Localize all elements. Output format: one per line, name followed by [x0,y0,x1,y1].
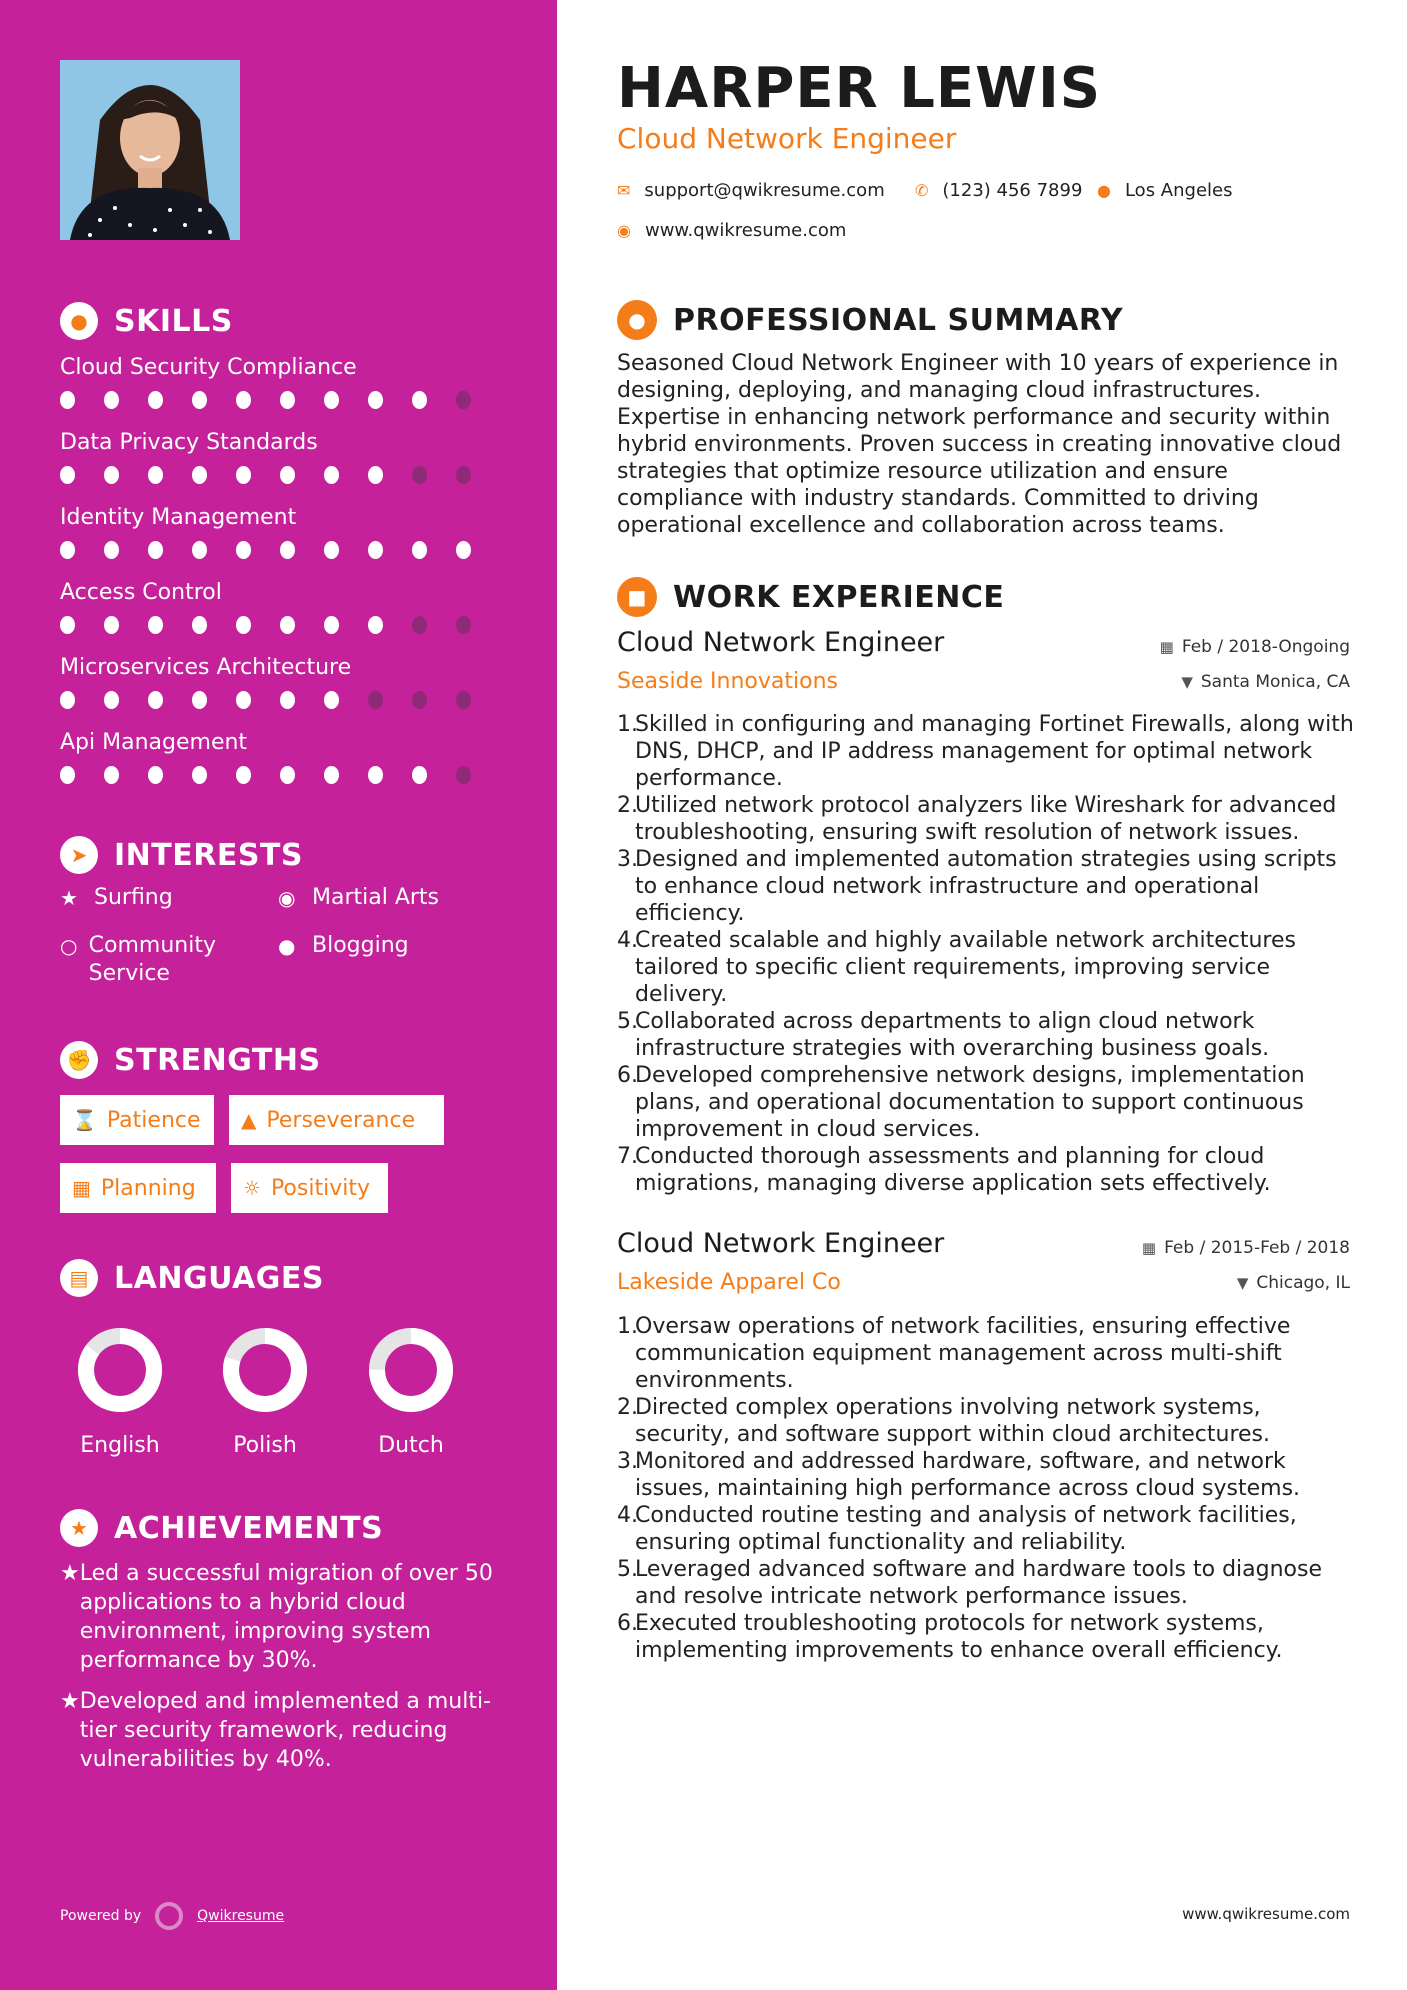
rating-dot [104,391,119,409]
phone-icon: ✆ [915,181,929,200]
rating-dot [456,391,471,409]
rating-dot [60,616,75,634]
skill-item [60,351,500,409]
hand-icon: ○ [60,934,78,958]
rating-dot [148,691,163,709]
job-title: Cloud Network Engineer [617,627,945,658]
job-bullet: 6. Executed troubleshooting protocols for network systems, implementing improvements to enhance overall efficiency. [617,1611,1283,1663]
skill-name: Identity Management [60,505,297,530]
rating-dot [368,766,383,784]
rating-dot [280,541,295,559]
rating-dot [236,391,251,409]
job-bullet: 4. Conducted routine testing and analysis of network facilities, ensuring optimal functionality and reliability. [617,1503,1297,1555]
strength-badge: ▲ Perseverance [229,1095,444,1145]
summary-heading: ● PROFESSIONAL SUMMARY [617,300,1123,340]
job-bullet: 3. Monitored and addressed hardware, software, and network issues, maintaining high performance across cloud systems. [617,1449,1301,1501]
rating-dot [60,766,75,784]
rating-dot [280,616,295,634]
language-donut [60,1325,180,1415]
skill-rating [60,766,500,784]
rating-dot [280,466,295,484]
job-bullet: 6. Developed comprehensive network designs, implementation plans, and operational documentation to support continuous improvement in cloud services. [617,1063,1305,1142]
rating-dot [280,766,295,784]
rating-dot [236,541,251,559]
job-bullet: 7. Conducted thorough assessments and planning for cloud migrations, managing diverse application sets effectively. [617,1144,1271,1196]
rating-dot [104,616,119,634]
skill-item [60,426,500,484]
rating-dot [324,466,339,484]
skill-name: Api Management [60,730,248,755]
rating-dot [368,541,383,559]
summary-text: Seasoned Cloud Network Engineer with 10 years of experience in designing, deploying, and managing cloud infrastructures. Expertise in enhancing network performance and security within hybrid environments. Proven success in creating innovative cloud strategies that optimize resource utilization and ensure compliance with industry standards. Committed to driving operational excellence and collaboration across teams. [617,351,1342,538]
rating-dot [192,541,207,559]
strength-badge: ▦ Planning [60,1163,216,1213]
experience-heading: ■ WORK EXPERIENCE [617,577,1004,617]
skills-heading: ● SKILLS [60,302,233,340]
qwikresume-logo-icon [155,1902,183,1930]
powered-by: Powered by Qwikresume [60,1902,284,1930]
skill-name: Microservices Architecture [60,655,352,680]
rating-dot [192,766,207,784]
map-marker-icon: ● [1097,181,1111,200]
language-name: Polish [233,1433,297,1458]
rating-dot [192,391,207,409]
language-donut [205,1325,325,1415]
skill-rating [60,691,500,709]
language-name: English [80,1433,160,1458]
strengths-heading: ✊ STRENGTHS [60,1041,321,1079]
rating-dot [412,466,427,484]
achievements-heading: ★ ACHIEVEMENTS [60,1509,383,1547]
main-content [557,0,1407,1990]
rating-dot [456,541,471,559]
interest-item: ● Blogging [278,933,409,958]
rating-dot [148,541,163,559]
job-bullets [617,711,1357,1197]
contact-email[interactable]: ✉ support@qwikresume.com [617,180,885,201]
rating-dot [236,466,251,484]
job-bullet: 2. Directed complex operations involving network systems, security, and software support within cloud architectures. [617,1395,1271,1447]
sun-icon: ☼ [243,1176,261,1200]
globe-icon: ◉ [617,221,631,240]
interest-item: ○ Community Service [60,933,216,986]
footer-website[interactable]: www.qwikresume.com [1182,1905,1350,1923]
skill-item [60,501,500,559]
rating-dot [412,766,427,784]
rating-dot [412,616,427,634]
rating-dot [60,466,75,484]
rating-dot [324,391,339,409]
job-location: ▼ Chicago, IL [1236,1273,1350,1293]
job-bullet: 4. Created scalable and highly available network architectures tailored to specific client requirements, improving service delivery. [617,928,1296,1007]
rating-dot [60,391,75,409]
interests-heading: ➤ INTERESTS [60,836,303,874]
briefcase-icon: ■ [617,577,657,617]
candidate-role: Cloud Network Engineer [617,122,957,155]
job-bullet: 3. Designed and implemented automation strategies using scripts to enhance cloud network infrastructure and operational efficiency. [617,847,1337,926]
job-dates: ▦ Feb / 2015-Feb / 2018 [1141,1238,1350,1258]
star-badge-icon: ★ [60,1509,98,1547]
rating-dot [368,466,383,484]
skill-rating [60,541,500,559]
sidebar [0,0,557,1990]
envelope-icon: ✉ [617,181,631,200]
strength-badge: ⌛ Patience [60,1095,214,1145]
paper-plane-icon: ➤ [60,836,98,874]
globe-icon: ◉ [278,886,296,910]
rating-dot [60,691,75,709]
job-bullet: 1. Oversaw operations of network facilities, ensuring effective communication equipment management across multi-shift environments. [617,1314,1291,1393]
language-donut [351,1325,471,1415]
rating-dot [324,616,339,634]
rating-dot [104,466,119,484]
shooting-star-icon: ★ [60,1561,80,1586]
rating-dot [368,391,383,409]
qwikresume-link[interactable]: Qwikresume [197,1908,285,1924]
calendar-icon: ▦ [1141,1239,1157,1257]
language-item [60,1325,180,1458]
rating-dot [104,541,119,559]
skill-item [60,576,500,634]
rating-dot [324,691,339,709]
rating-dot [456,691,471,709]
rating-dot [148,466,163,484]
language-item [351,1325,471,1458]
job-company: Seaside Innovations [617,669,838,694]
skill-rating [60,616,500,634]
rating-dot [236,691,251,709]
rating-dot [148,766,163,784]
rating-dot [280,691,295,709]
strength-badge: ☼ Positivity [231,1163,388,1213]
rating-dot [236,766,251,784]
job-dates: ▦ Feb / 2018-Ongoing [1159,637,1350,657]
profile-photo [60,60,240,240]
job-bullet: 5. Leveraged advanced software and hardware tools to diagnose and resolve intricate network performance issues. [617,1557,1323,1609]
rating-dot [412,541,427,559]
contact-website[interactable]: ◉ www.qwikresume.com [617,220,847,241]
group-icon: ● [278,934,296,958]
rating-dot [192,616,207,634]
fist-icon: ✊ [60,1041,98,1079]
job-bullet: 2. Utilized network protocol analyzers like Wireshark for advanced troubleshooting, ensuring swift resolution of network issues. [617,793,1337,845]
achievement-item: ★ Developed and implemented a multi-tier security framework, reducing vulnerabilities by 40%. [60,1689,491,1772]
lightbulb-icon: ● [60,302,98,340]
hourglass-icon: ⌛ [72,1108,97,1132]
rating-dot [368,616,383,634]
skill-name: Access Control [60,580,222,605]
road-icon: ▲ [241,1108,257,1132]
shooting-star-icon: ★ [60,1689,80,1714]
skill-rating [60,466,500,484]
skill-item [60,651,500,709]
pin-icon: ▼ [1181,673,1193,691]
job-title: Cloud Network Engineer [617,1228,945,1259]
language-item [205,1325,325,1458]
skill-item [60,726,500,784]
rating-dot [192,466,207,484]
rating-dot [324,541,339,559]
rating-dot [324,766,339,784]
job-company: Lakeside Apparel Co [617,1270,841,1295]
contact-phone[interactable]: ✆ (123) 456 7899 [915,180,1083,201]
job-bullet: 5. Collaborated across departments to align cloud network infrastructure strategies with overarching business goals. [617,1009,1270,1061]
calendar-icon: ▦ [1159,638,1174,656]
skill-name: Cloud Security Compliance [60,355,357,380]
languages-heading: ▤ LANGUAGES [60,1259,324,1297]
contact-location: ● Los Angeles [1097,180,1233,201]
skill-rating [60,391,500,409]
calendar-icon: ▦ [72,1176,91,1200]
rating-dot [148,616,163,634]
rating-dot [456,466,471,484]
user-icon: ● [617,300,657,340]
rating-dot [192,691,207,709]
language-icon: ▤ [60,1259,98,1297]
rating-dot [456,616,471,634]
pin-icon: ▼ [1236,1274,1249,1292]
rating-dot [104,766,119,784]
rating-dot [412,391,427,409]
job-location: ▼ Santa Monica, CA [1181,672,1350,692]
rating-dot [456,766,471,784]
rating-dot [412,691,427,709]
interest-item: ★ Surfing [60,885,173,910]
language-name: Dutch [378,1433,444,1458]
rating-dot [280,391,295,409]
rating-dot [368,691,383,709]
star-icon: ★ [60,886,78,910]
skill-name: Data Privacy Standards [60,430,318,455]
job-bullets [617,1313,1357,1664]
rating-dot [148,391,163,409]
achievement-item: ★ Led a successful migration of over 50 applications to a hybrid cloud environment, improving system performance by 30%. [60,1561,493,1673]
interest-item: ◉ Martial Arts [278,885,440,910]
rating-dot [236,616,251,634]
job-bullet: 1. Skilled in configuring and managing Fortinet Firewalls, along with DNS, DHCP, and IP address management for optimal network performance. [617,712,1354,791]
candidate-name: HARPER LEWIS [617,56,1102,121]
rating-dot [104,691,119,709]
rating-dot [60,541,75,559]
